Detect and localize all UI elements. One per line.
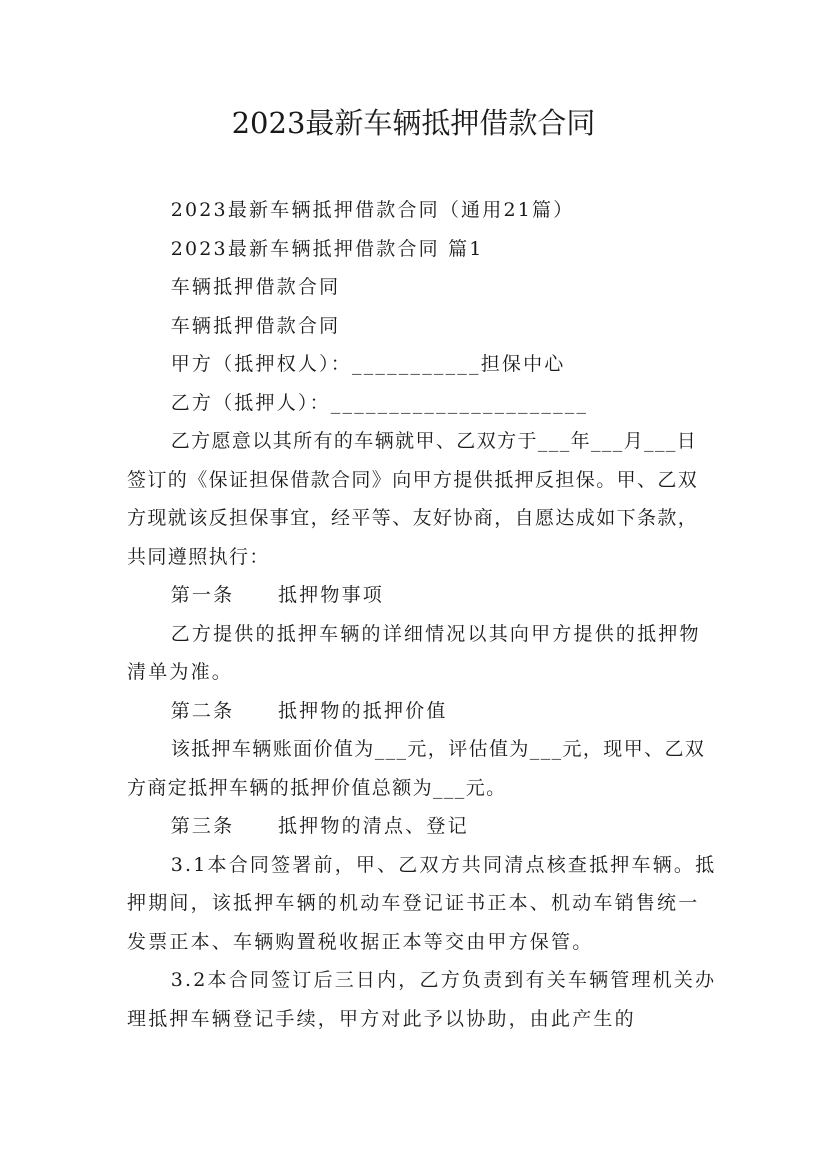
clause-3-2-paragraph: 3.2本合同签订后三日内，乙方负责到有关车辆管理机关办理抵押车辆登记手续，甲方对此予以协助，由此产生的 [127, 969, 717, 1030]
article-3-number: 第三条 [170, 815, 235, 837]
article-2-heading [127, 692, 717, 731]
clause-3-1-paragraph: 3.1本合同签署前，甲、乙双方共同清点核查抵押车辆。抵押期间，该抵押车辆的机动车登记证书正本、机动车销售统一发票正本、车辆购置税收据正本等交由甲方保管。 [127, 853, 717, 953]
article-1-paragraph: 乙方提供的抵押车辆的详细情况以其向甲方提供的抵押物清单为准。 [127, 622, 701, 683]
contract-name: 车辆抵押借款合同 [170, 276, 341, 298]
article-3-title: 抵押物的清点、登记 [277, 815, 469, 837]
article-1-heading [127, 576, 717, 615]
article-2-title: 抵押物的抵押价值 [277, 699, 448, 722]
heading-part-1: 2023最新车辆抵押借款合同 篇1 [170, 237, 484, 260]
contract-name-repeat: 车辆抵押借款合同 [170, 314, 341, 337]
heading-all-parts: 2023最新车辆抵押借款合同（通用21篇） [170, 199, 575, 221]
document-title: 2023最新车辆抵押借款合同 [231, 106, 596, 140]
document-body [127, 191, 717, 1038]
article-3-heading [127, 807, 717, 846]
article-2-number: 第二条 [170, 699, 235, 722]
intro-paragraph: 乙方愿意以其所有的车辆就甲、乙双方于___年___月___日签订的《保证担保借款合同》向甲方提供抵押反担保。甲、乙双方现就该反担保事宜，经平等、友好协商，自愿达成如下条款，共同遵照执行： [127, 430, 699, 568]
party-b-line: 乙方（抵押人）：______________________ [170, 391, 589, 414]
article-1-number: 第一条 [170, 584, 235, 606]
article-2-paragraph: 该抵押车辆账面价值为___元，评估值为___元，现甲、乙双方商定抵押车辆的抵押价值总额为___元。 [127, 738, 706, 799]
party-a-line: 甲方（抵押权人）：___________担保中心 [170, 353, 566, 375]
article-1-title: 抵押物事项 [277, 584, 384, 606]
